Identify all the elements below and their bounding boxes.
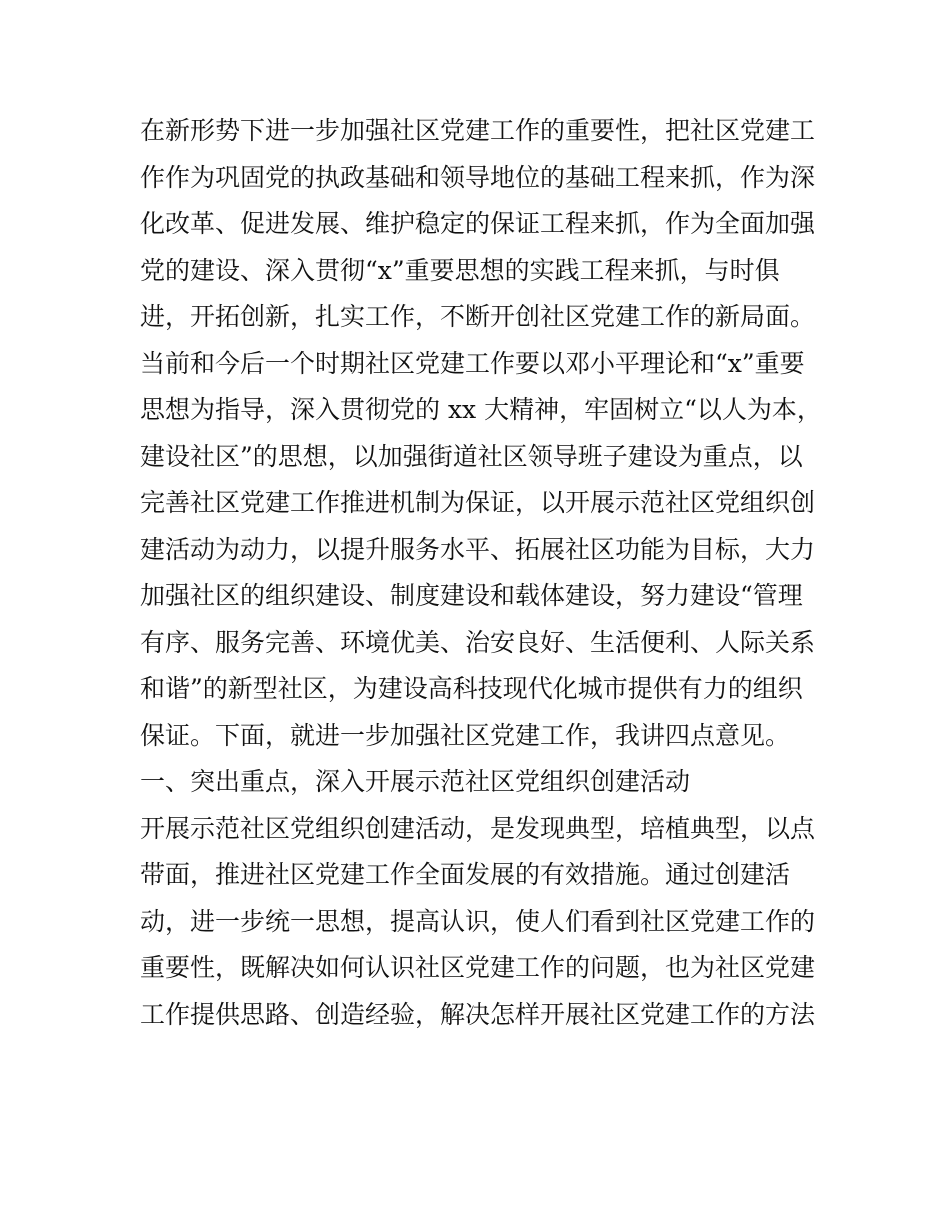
text-line: 进，开拓创新，扎实工作，不断开创社区党建工作的新局面。: [140, 302, 816, 331]
text-line: 完善社区党建工作推进机制为保证，以开展示范社区党组织创: [140, 488, 816, 517]
text-line: 建活动为动力，以提升服务水平、拓展社区功能为目标，大力: [140, 534, 816, 564]
body-text: [140, 108, 820, 1038]
text-line: 党的建设、深入贯彻“x”重要思想的实践工程来抓，与时俱: [140, 255, 780, 285]
text-line: 当前和今后一个时期社区党建工作要以邓小平理论和“x”重要: [140, 348, 805, 378]
text-line: 保证。下面，就进一步加强社区党建工作，我讲四点意见。: [140, 720, 791, 750]
section-heading: 一、突出重点，深入开展示范社区党组织创建活动: [140, 767, 691, 796]
text-line: 带面，推进社区党建工作全面发展的有效措施。通过创建活: [140, 860, 791, 889]
text-line: 思想为指导，深入贯彻党的 xx 大精神，牢固树立“以人为本，: [140, 395, 822, 424]
text-line: 开展示范社区党组织创建活动，是发现典型，培植典型，以点: [140, 813, 816, 843]
text-line: 化改革、促进发展、维护稳定的保证工程来抓，作为全面加强: [140, 209, 816, 238]
text-line: 作作为巩固党的执政基础和领导地位的基础工程来抓，作为深: [140, 162, 816, 192]
text-line: 加强社区的组织建设、制度建设和载体建设，努力建设“管理: [140, 581, 803, 610]
text-line: 动，进一步统一思想，提高认识，使人们看到社区党建工作的: [140, 906, 816, 936]
text-line: 和谐”的新型社区，为建设高科技现代化城市提供有力的组织: [140, 674, 803, 703]
text-line: 有序、服务完善、环境优美、治安良好、生活便利、人际关系: [140, 627, 816, 657]
text-line: 工作提供思路、创造经验，解决怎样开展社区党建工作的方法: [140, 999, 816, 1029]
text-line: 在新形势下进一步加强社区党建工作的重要性，把社区党建工: [140, 116, 816, 145]
text-line: 建设社区”的思想，以加强街道社区领导班子建设为重点，以: [140, 441, 803, 471]
text-line: 重要性，既解决如何认识社区党建工作的问题，也为社区党建: [140, 953, 816, 982]
